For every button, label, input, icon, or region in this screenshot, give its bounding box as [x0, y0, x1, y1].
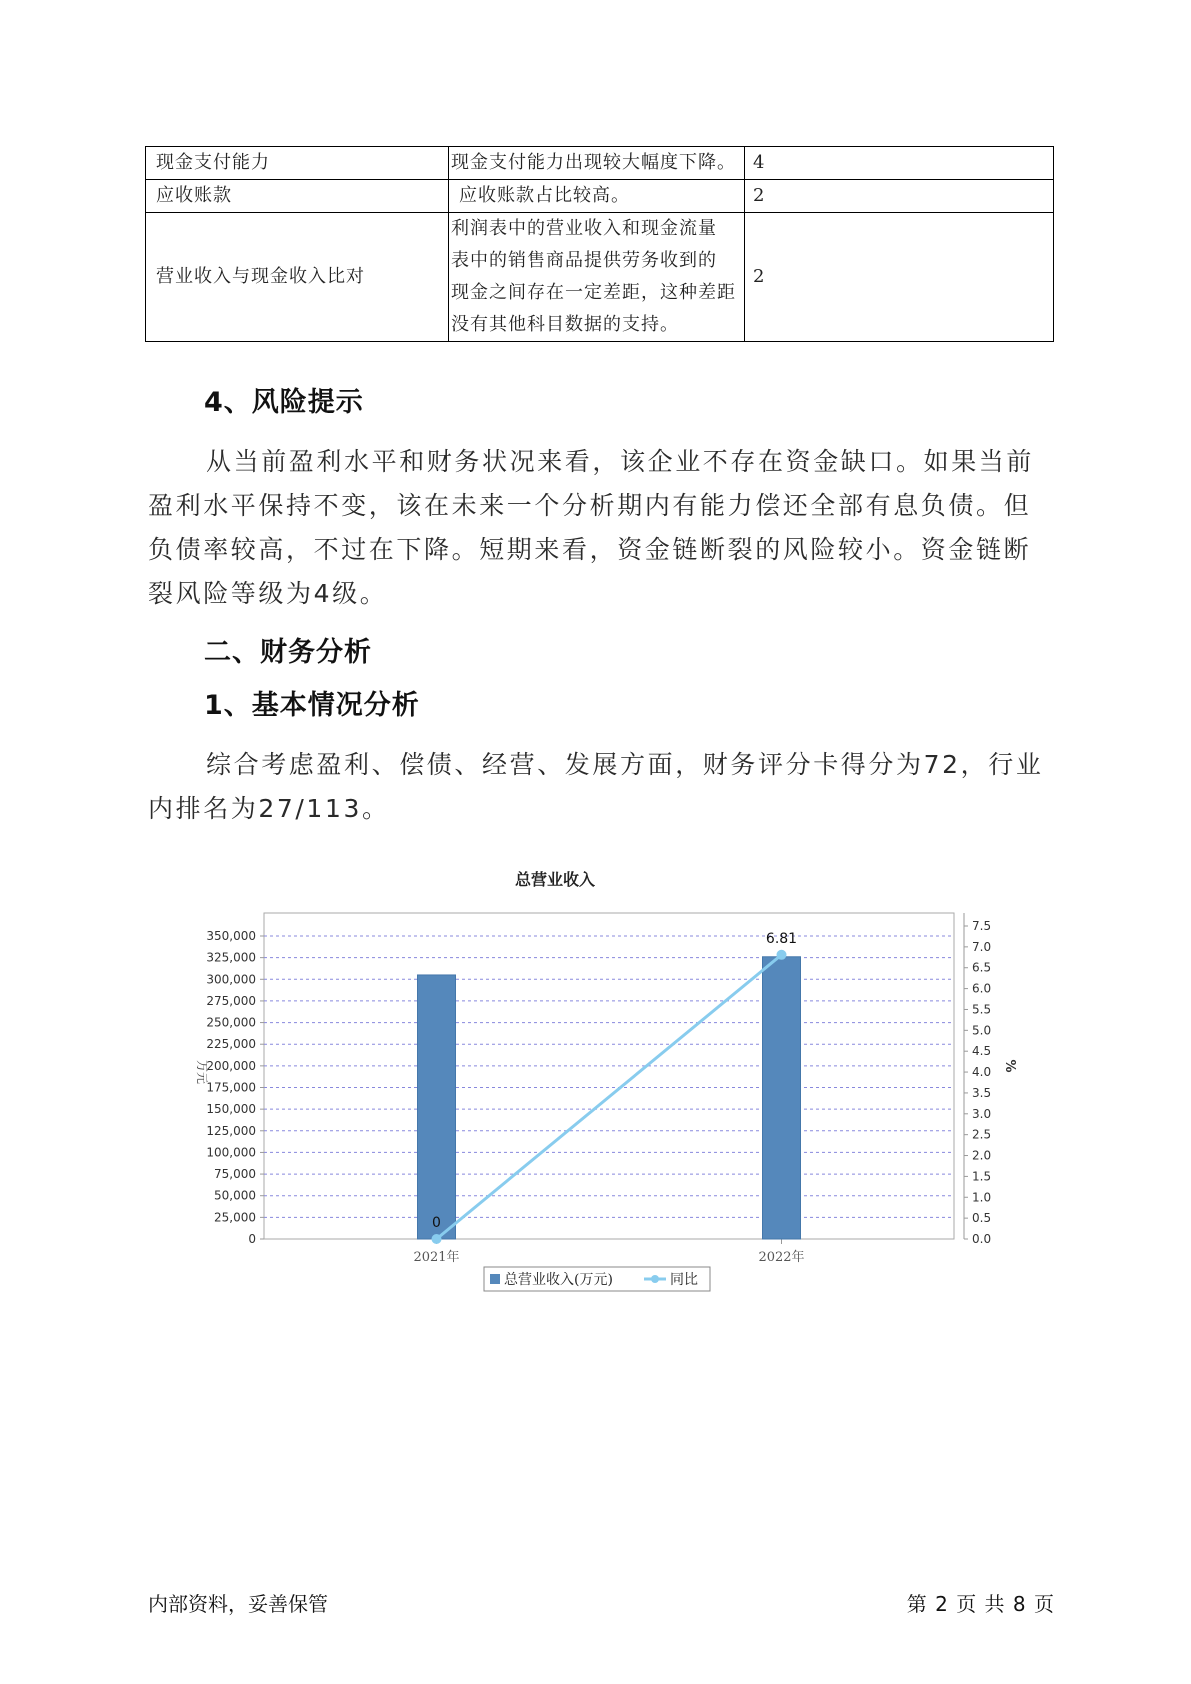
risk-score: 2	[745, 180, 1054, 213]
y-tick-label: 325,000	[206, 950, 256, 965]
y2-tick-label: 2.5	[972, 1127, 992, 1142]
legend-swatch-point	[651, 1275, 659, 1283]
basic-paragraph: 综合考虑盈利、偿债、经营、发展方面，财务评分卡得分为72，行业内排名为27/113。	[148, 750, 1044, 823]
table-row	[146, 213, 1054, 342]
risk-description: 现金支付能力出现较大幅度下降。	[449, 147, 745, 180]
table-row	[146, 180, 1054, 213]
y2-tick-label: 6.5	[972, 960, 992, 975]
y2-tick-label: 2.0	[972, 1148, 992, 1163]
x-tick-label: 2022年	[758, 1250, 805, 1265]
risk-heading: 4、风险提示	[204, 387, 364, 418]
desc-line: 没有其他科目数据的支持。	[451, 314, 679, 335]
risk-paragraph: 从当前盈利水平和财务状况来看，该企业不存在资金缺口。如果当前盈利水平保持不变，该在未来一个分析期内有能力偿还全部有息负债。但负债率较高，不过在下降。短期来看，资金链断裂的风险较小。资金链断裂风险等级为4级。	[148, 447, 1035, 608]
desc-line: 表中的销售商品提供劳务收到的	[451, 250, 717, 271]
risk-description: 应收账款占比较高。	[449, 180, 745, 213]
y2-tick-label: 1.5	[972, 1169, 992, 1184]
footer-page: 第 2 页 共 8 页	[906, 1592, 1055, 1616]
risk-item: 现金支付能力	[146, 147, 449, 180]
y-tick-label: 125,000	[206, 1123, 256, 1138]
risk-description	[449, 213, 745, 342]
y2-tick-label: 0.5	[972, 1211, 992, 1226]
y2-tick-label: 4.5	[972, 1044, 992, 1059]
line-point	[777, 950, 787, 960]
legend-label-bar: 总营业收入(万元)	[504, 1272, 613, 1288]
y2-tick-label: 0.0	[972, 1232, 992, 1246]
y-tick-label: 275,000	[206, 993, 256, 1008]
desc-line: 利润表中的营业收入和现金流量	[451, 218, 717, 239]
plot-area	[264, 913, 954, 1239]
y-tick-label: 0	[248, 1232, 256, 1246]
x-tick-label: 2021年	[413, 1250, 460, 1265]
y-tick-label: 350,000	[206, 929, 256, 943]
y-tick-label: 225,000	[206, 1037, 256, 1052]
finance-heading: 二、财务分析	[204, 637, 372, 668]
y2-tick-label: 7.5	[972, 919, 992, 933]
legend-label-line: 同比	[670, 1272, 698, 1288]
y-tick-label: 75,000	[214, 1167, 256, 1182]
y2-tick-label: 7.0	[972, 939, 992, 954]
data-label: 0	[432, 1215, 441, 1231]
y-axis-label: 万元	[195, 1059, 209, 1085]
risk-item: 营业收入与现金收入比对	[146, 213, 449, 342]
risk-score: 2	[745, 213, 1054, 342]
y-tick-label: 25,000	[214, 1210, 256, 1225]
risk-score: 4	[745, 147, 1054, 180]
footer-left: 内部资料，妥善保管	[148, 1592, 328, 1616]
legend-swatch-bar	[490, 1274, 500, 1284]
basic-heading: 1、基本情况分析	[204, 690, 420, 721]
bar	[418, 975, 456, 1239]
y2-tick-label: 3.5	[972, 1085, 992, 1100]
risk-table	[145, 146, 1054, 342]
risk-item: 应收账款	[146, 180, 449, 213]
y2-axis-label: %	[1002, 1059, 1017, 1073]
chart-title: 总营业收入	[514, 870, 596, 889]
y-tick-label: 175,000	[206, 1080, 256, 1095]
y-tick-label: 50,000	[214, 1188, 256, 1203]
data-label: 6.81	[765, 930, 798, 947]
y2-tick-label: 1.0	[972, 1190, 992, 1205]
table-row	[146, 147, 1054, 180]
y2-tick-label: 3.0	[972, 1106, 992, 1121]
y2-tick-label: 5.5	[972, 1002, 992, 1017]
desc-line: 现金之间存在一定差距，这种差距	[451, 282, 736, 303]
y-tick-label: 150,000	[206, 1102, 256, 1117]
y-tick-label: 100,000	[206, 1145, 256, 1160]
bar	[763, 957, 801, 1239]
y2-tick-label: 4.0	[972, 1065, 992, 1080]
y2-tick-label: 6.0	[972, 981, 992, 996]
y-tick-label: 200,000	[206, 1058, 256, 1073]
revenue-chart	[180, 855, 1040, 1315]
y-tick-label: 250,000	[206, 1015, 256, 1030]
line-point	[432, 1234, 442, 1244]
y-tick-label: 300,000	[206, 972, 256, 987]
y2-tick-label: 5.0	[972, 1023, 992, 1038]
